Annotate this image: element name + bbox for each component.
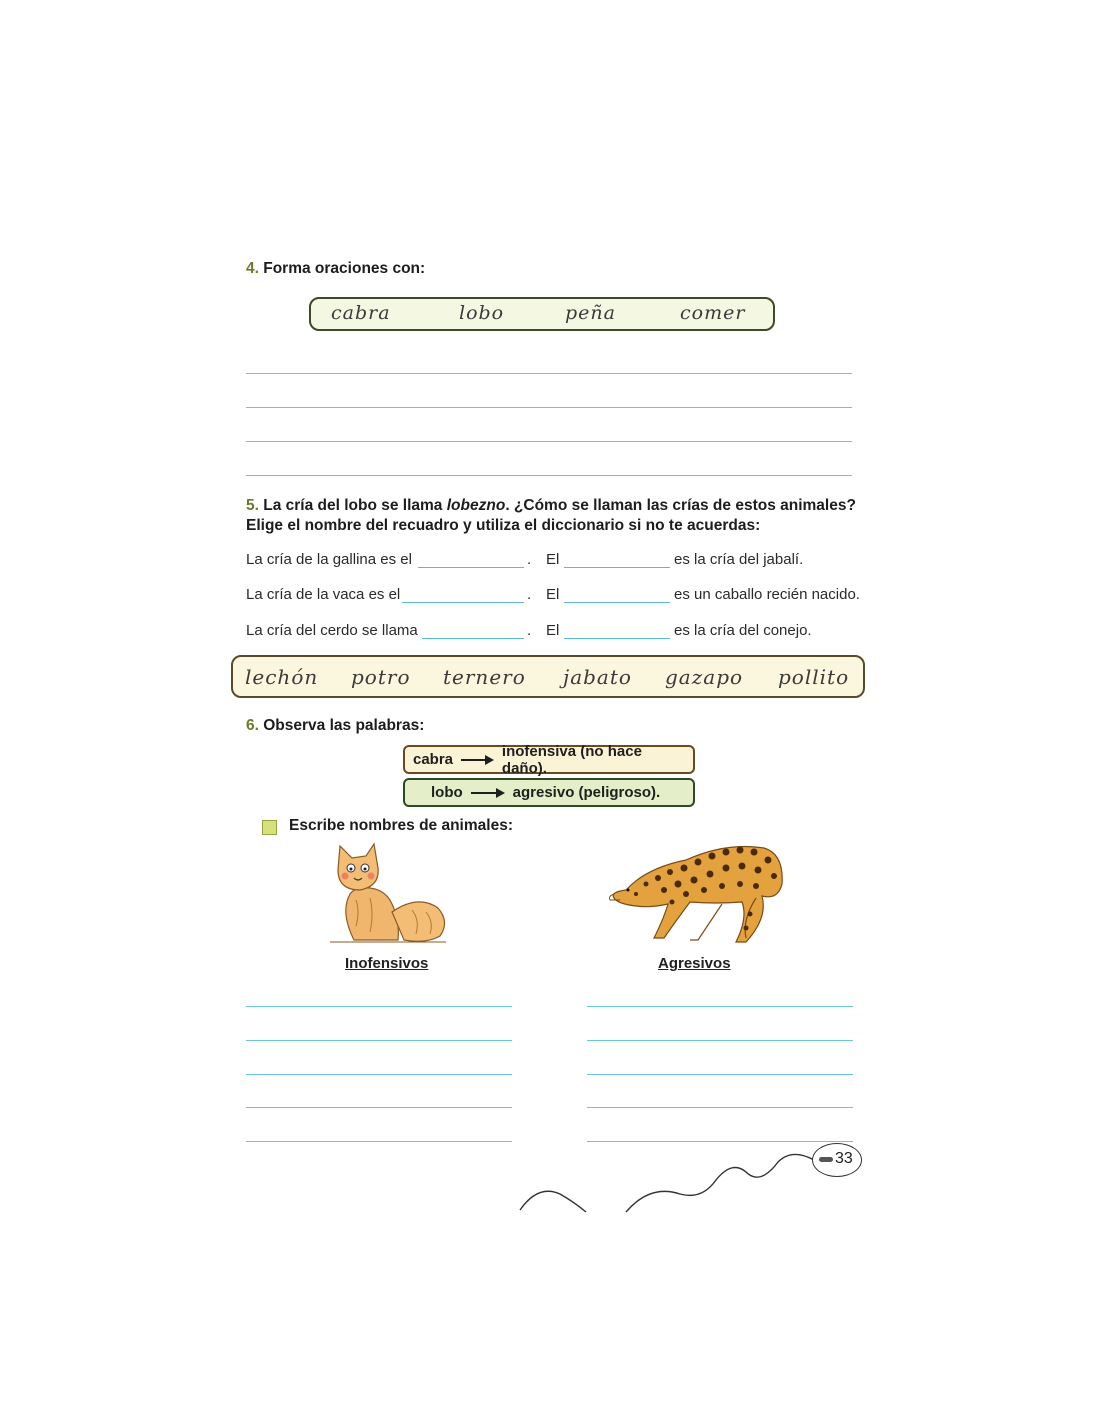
rule-meaning: agresivo (peligroso). [512, 784, 661, 801]
exercise-title-italic: lobezno [446, 497, 506, 514]
exercise-4-title [246, 260, 425, 278]
writing-line-agresivos[interactable] [587, 1040, 853, 1041]
column-heading-agresivos: Agresivos [658, 955, 731, 972]
exercise-title-text: Observa las palabras: [263, 717, 425, 734]
word-cabra: cabra [331, 302, 391, 324]
word-ternero: ternero [443, 665, 526, 689]
writing-line-inofensivos[interactable] [246, 1141, 512, 1142]
word-comer: comer [680, 302, 746, 324]
exercise-title-part2: . ¿Cómo se llaman las crías de estos animales? [505, 497, 856, 514]
sentence-left: La cría de la vaca es el [246, 586, 401, 603]
cat-illustration [326, 842, 452, 946]
period: . [527, 586, 532, 603]
sentence-mid: El [546, 586, 560, 603]
word-potro: potro [351, 665, 411, 689]
checkbox-square-icon [262, 820, 277, 835]
word-lechon: lechón [245, 665, 319, 689]
string-decoration [510, 1140, 820, 1215]
sentence-mid: El [546, 551, 560, 568]
rule-box-cabra [403, 742, 695, 777]
writing-line[interactable] [246, 407, 852, 408]
arrow-right-icon [471, 787, 505, 799]
writing-line-agresivos[interactable] [587, 1074, 853, 1075]
sentence-right: es un caballo recién nacido. [674, 586, 860, 603]
sentence-left: La cría de la gallina es el [246, 551, 412, 568]
exercise-5-subtitle: Elige el nombre del recuadro y utiliza el diccionario si no te acuerdas: [246, 517, 761, 534]
word-jabato: jabato [563, 665, 632, 689]
answer-blank[interactable] [422, 638, 524, 639]
sentence-left: La cría del cerdo se llama [246, 622, 418, 639]
answer-blank[interactable] [418, 567, 524, 568]
writing-line-inofensivos[interactable] [246, 1006, 512, 1007]
word-gazapo: gazapo [665, 665, 744, 689]
exercise-number: 6. [246, 717, 259, 734]
page-number: 33 [835, 1150, 853, 1167]
sentence-mid: El [546, 622, 560, 639]
writing-line-inofensivos[interactable] [246, 1040, 512, 1041]
period: . [527, 551, 532, 568]
sentence-right: es la cría del jabalí. [674, 551, 804, 568]
writing-line-inofensivos[interactable] [246, 1074, 512, 1075]
period: . [527, 622, 532, 639]
exercise-number: 4. [246, 260, 259, 277]
writing-line-agresivos[interactable] [587, 1006, 853, 1007]
arrow-right-icon [461, 754, 494, 766]
exercise-title-part1: La cría del lobo se llama [263, 497, 447, 514]
task-instruction: Escribe nombres de animales: [289, 817, 513, 834]
exercise-number: 5. [246, 497, 259, 514]
answer-blank[interactable] [402, 602, 524, 603]
column-heading-inofensivos: Inofensivos [345, 955, 429, 972]
writing-line[interactable] [246, 475, 852, 476]
word-box-ex4 [309, 297, 775, 331]
rule-box-lobo [403, 778, 695, 807]
word-box-ex5 [231, 655, 865, 698]
writing-line[interactable] [246, 373, 852, 374]
word-pollito: pollito [778, 665, 850, 689]
rule-meaning: inofensiva (no hace daño). [501, 742, 642, 777]
word-lobo: lobo [459, 302, 505, 324]
rule-word: cabra [413, 751, 454, 768]
answer-blank[interactable] [564, 602, 670, 603]
writing-line-agresivos[interactable] [587, 1107, 853, 1108]
sentence-right: es la cría del conejo. [674, 622, 812, 639]
exercise-5-title [246, 497, 866, 515]
word-pena: peña [565, 302, 616, 324]
jaguar-illustration [606, 838, 788, 948]
writing-line-inofensivos[interactable] [246, 1107, 512, 1108]
writing-line[interactable] [246, 441, 852, 442]
exercise-6-title [246, 717, 424, 735]
needle-eye-icon [819, 1157, 833, 1162]
rule-word: lobo [431, 784, 463, 801]
exercise-title-text: Forma oraciones con: [263, 260, 426, 277]
answer-blank[interactable] [564, 638, 670, 639]
answer-blank[interactable] [564, 567, 670, 568]
page-number-badge [812, 1143, 862, 1177]
